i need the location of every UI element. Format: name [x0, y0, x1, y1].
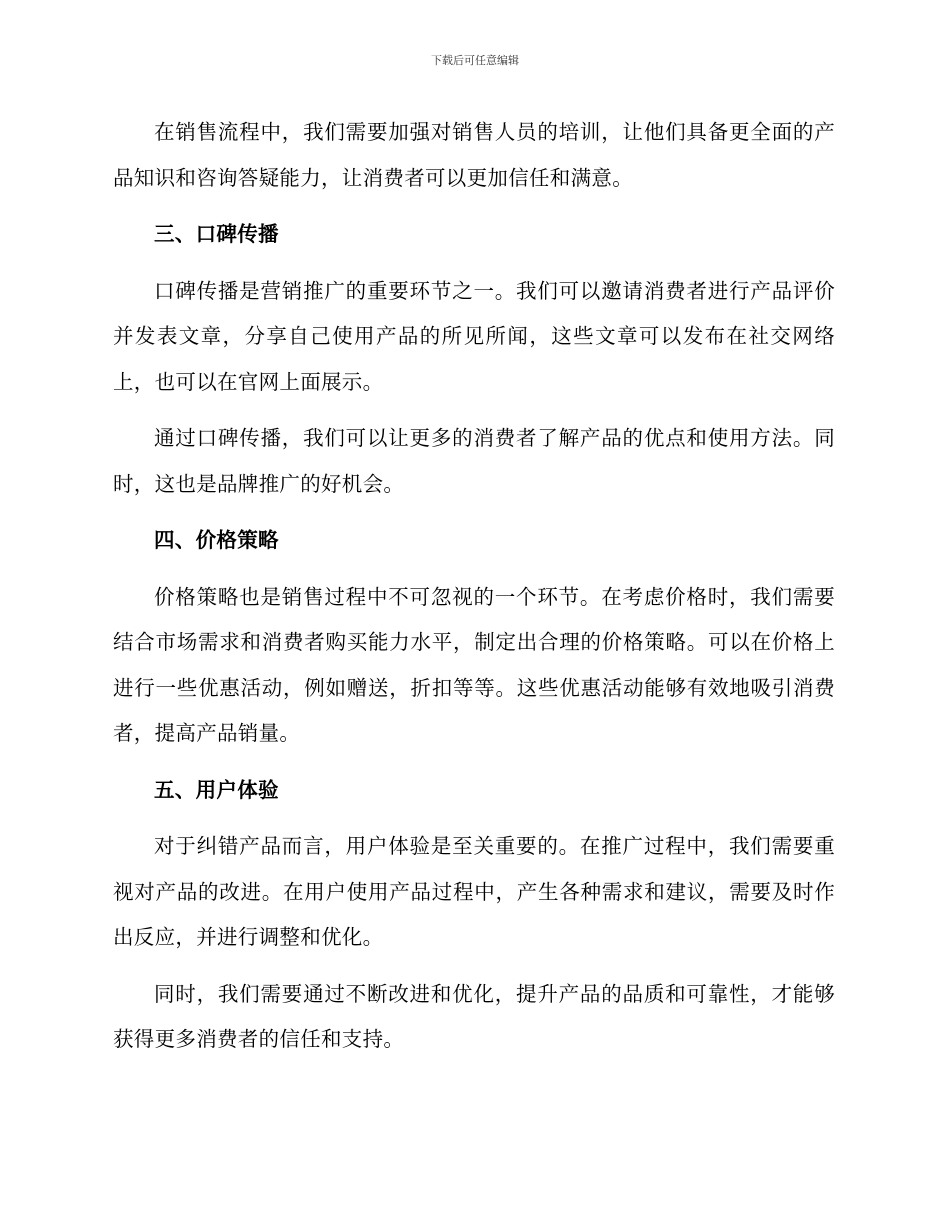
paragraph-pricing-strategy: 价格策略也是销售过程中不可忽视的一个环节。在考虑价格时，我们需要结合市场需求和消费者购买能力水平，制定出合理的价格策略。可以在价格上进行一些优惠活动，例如赠送，折扣等等。这些优惠活动能够有效地吸引消费者，提高产品销量。: [113, 584, 835, 745]
section-heading-user-experience: 五、用户体验: [154, 777, 279, 802]
paragraph-sales-training: 在销售流程中，我们需要加强对销售人员的培训，让他们具备更全面的产品知识和咨询答疑能力，让消费者可以更加信任和满意。: [113, 120, 835, 190]
paragraph-word-of-mouth-intro: 口碑传播是营销推广的重要环节之一。我们可以邀请消费者进行产品评价并发表文章，分享自己使用产品的所见所闻，这些文章可以发布在社交网络上，也可以在官网上面展示。: [113, 278, 835, 394]
section-heading-pricing: 四、价格策略: [154, 528, 279, 552]
paragraph-quality-improvement: 同时，我们需要通过不断改进和优化，提升产品的品质和可靠性，才能够获得更多消费者的信任和支持。: [113, 981, 835, 1051]
paragraph-user-experience: 对于纠错产品而言，用户体验是至关重要的。在推广过程中，我们需要重视对产品的改进。在用户使用产品过程中，产生各种需求和建议，需要及时作出反应，并进行调整和优化。: [113, 834, 835, 949]
document-body: [113, 110, 835, 1074]
paragraph-word-of-mouth-benefit: 通过口碑传播，我们可以让更多的消费者了解产品的优点和使用方法。同时，这也是品牌推广的好机会。: [113, 426, 835, 496]
page-header: 下载后可任意编辑: [431, 54, 519, 67]
section-heading-word-of-mouth: 三、口碑传播: [154, 222, 279, 246]
